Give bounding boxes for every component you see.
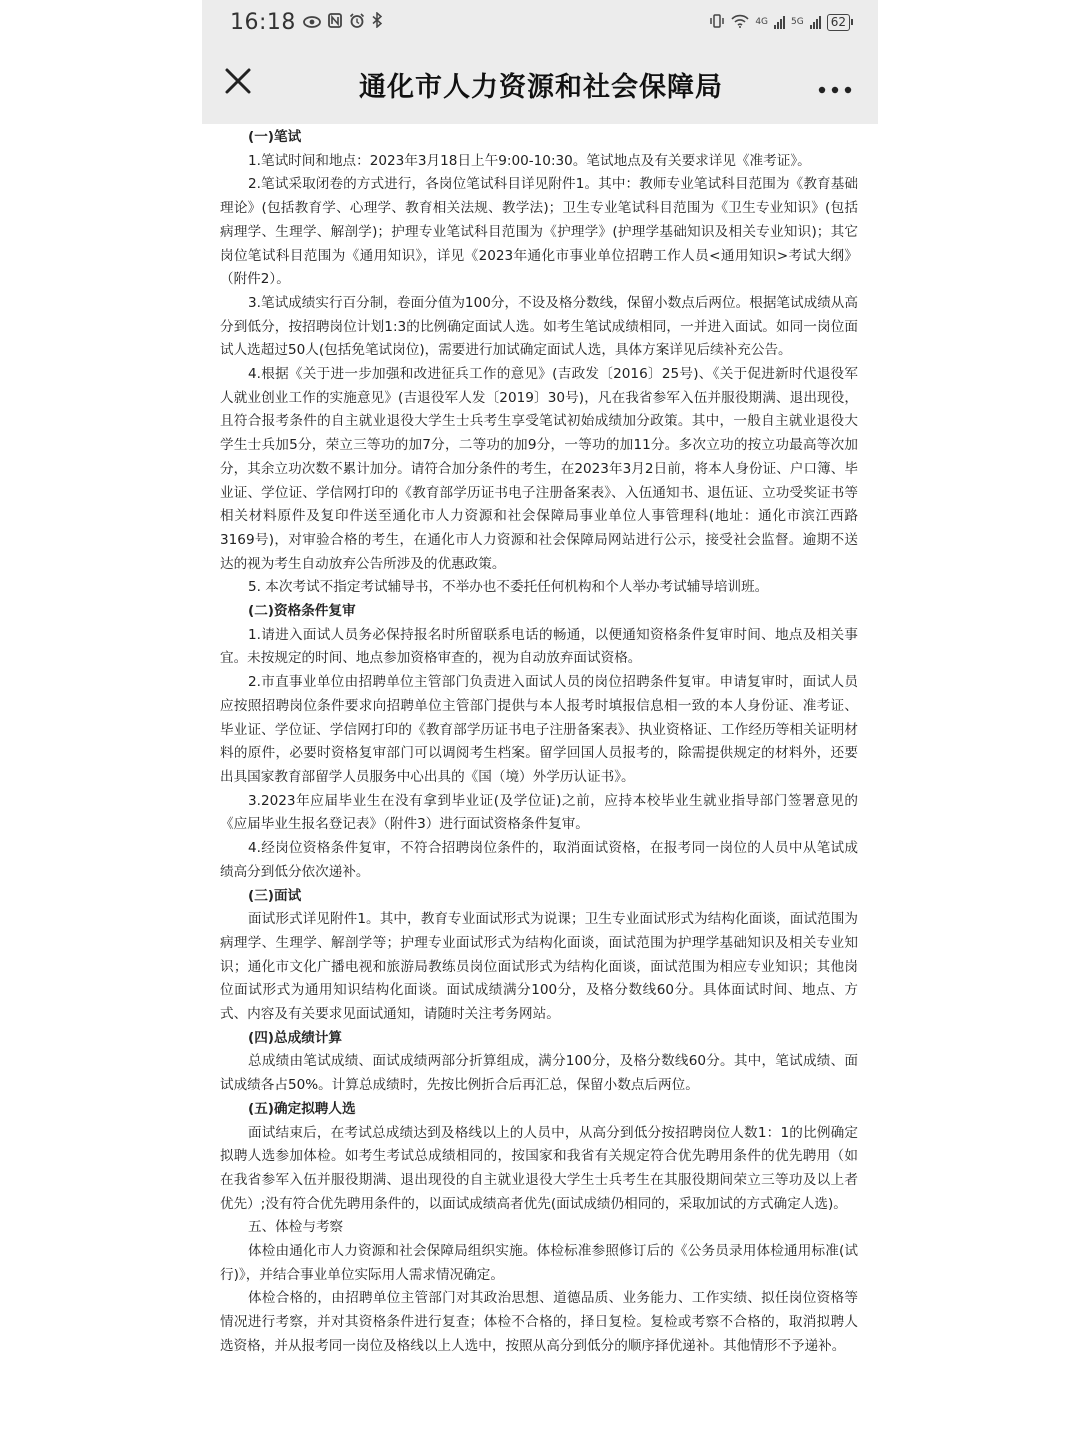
section-heading: (一)笔试 — [248, 129, 302, 145]
status-time: 16:18 — [230, 9, 296, 35]
paragraph: 体检由通化市人力资源和社会保障局组织实施。体检标准参照修订后的《公务员录用体检通用标准(试行)》，并结合事业单位实际用人需求情况确定。 — [220, 1243, 858, 1283]
section-heading: (三)面试 — [248, 887, 302, 904]
paragraph: 2.笔试采取闭卷的方式进行，各岗位笔试科目详见附件1。其中：教师专业笔试科目范围为《教育基础理论》(包括教育学、心理学、教育相关法规、教学法)；卫生专业笔试科目范围为《卫生专业知识》(包括病理学、生理学、解剖学)；护理专业笔试科目范围为《护理学》(护理学基础知识及相关专业知识)；其它岗位笔试科目范围为《通用知识》，详见《2023年通化市事业单位招聘工作人员<通用知识>考试大纲》（附件2）。 — [220, 176, 858, 288]
paragraph: 4.经岗位资格条件复审，不符合招聘岗位条件的，取消面试资格，在报考同一岗位的人员中从笔试成绩高分到低分依次递补。 — [220, 840, 858, 880]
status-bar — [202, 0, 878, 44]
article-body — [202, 124, 878, 1359]
wifi-icon — [731, 13, 749, 32]
network-label-2: 5G — [791, 17, 804, 27]
paragraph: 3.2023年应届毕业生在没有拿到毕业证(及学位证)之前，应持本校毕业生就业指导部门签署意见的《应届毕业生报名登记表》（附件3）进行面试资格条件复审。 — [220, 792, 858, 833]
page-title: 通化市人力资源和社会保障局 — [359, 71, 723, 103]
paragraph: 5. 本次考试不指定考试辅导书，不举办也不委托任何机构和个人举办考试辅导培训班。 — [248, 579, 769, 596]
vibrate-icon — [709, 13, 725, 32]
paragraph: 1.请进入面试人员务必保持报名时所留联系电话的畅通，以便通知资格条件复审时间、地点及相关事宜。未按规定的时间、地点参加资格审查的，视为自动放弃面试资格。 — [220, 626, 858, 667]
alarm-icon — [349, 13, 365, 32]
more-dots-icon — [818, 86, 852, 94]
nfc-icon — [328, 13, 342, 32]
paragraph: 4.根据《关于进一步加强和改进征兵工作的意见》(吉政发〔2016〕25号)、《关于促进新时代退役军人就业创业工作的实施意见》(吉退役军人发〔2019〕30号)，凡在我省参军入伍并服役期满、退出现役，且符合报考条件的自主就业退役大学生士兵考生享受笔试初始成绩加分政策。其中，一般自主就业退役大学生士兵加5分，荣立三等功的加7分，二等功的加9分，一等功的加11分。多次立功的按立功最高等次加分，其余立功次数不累计加分。请符合加分条件的考生，在2023年3月2日前，将本人身份证、户口簿、毕业证、学位证、学信网打印的《教育部学历证书电子注册备案表》、入伍通知书、退伍证、立功受奖证书等相关材料原件及复印件送至通化市人力资源和社会保障局事业单位人事管理科(地址：通化市滨江西路3169号)，对审验合格的考生，在通化市人力资源和社会保障局网站进行公示，接受社会监督。逾期不送达的视为考生自动放弃公告所涉及的优惠政策。 — [220, 366, 858, 572]
status-right — [709, 13, 850, 32]
phone-screen — [202, 0, 878, 1439]
signal-icon-2 — [810, 15, 821, 29]
network-label-1: 4G — [755, 17, 769, 27]
paragraph: 面试形式详见附件1。其中，教育专业面试形式为说课；卫生专业面试形式为结构化面谈，面试范围为病理学、生理学、解剖学等；护理专业面试形式为结构化面谈，面试范围为护理学基础知识及相关专业知识；通化市文化广播电视和旅游局教练员岗位面试形式为结构化面谈，面试范围为相应专业知识；其他岗位面试形式为通用知识结构化面谈。面试成绩满分100分，及格分数线60分。具体面试时间、地点、方式、内容及有关要求见面试通知，请随时关注考务网站。 — [220, 911, 858, 1023]
title-bar — [202, 44, 878, 124]
section-heading: (五)确定拟聘人选 — [248, 1100, 356, 1117]
paragraph: 体检合格的，由招聘单位主管部门对其政治思想、道德品质、业务能力、工作实绩、拟任岗位资格等情况进行考察，并对其资格条件进行复查；体检不合格的，择日复检。复检或考察不合格的，取消拟聘人选资格，并从报考同一岗位及格线以上人选中，按照从高分到低分的顺序择优递补。其他情形不予递补。 — [220, 1290, 858, 1354]
battery-icon: 62 — [827, 14, 850, 31]
close-icon — [224, 67, 252, 95]
section-heading: (二)资格条件复审 — [248, 603, 356, 620]
paragraph: 3.笔试成绩实行百分制，卷面分值为100分，不设及格分数线，保留小数点后两位。根据笔试成绩从高分到低分，按招聘岗位计划1:3的比例确定面试人选。如考生笔试成绩相同，一并进入面试。如同一岗位面试人选超过50人(包括免笔试岗位)，需要进行加试确定面试人选，具体方案详见后续补充公告。 — [220, 294, 858, 359]
paragraph: 2.市直事业单位由招聘单位主管部门负责进入面试人员的岗位招聘条件复审。申请复审时，面试人员应按照招聘岗位条件要求向招聘单位主管部门提供与本人报考时填报信息相一致的本人身份证、准考证、毕业证、学位证、学信网打印的《教育部学历证书电子注册备案表》、执业资格证、工作经历等相关证明材料的原件，必要时资格复审部门可以调阅考生档案。留学回国人员报考的，除需提供规定的材料外，还要出具国家教育部留学人员服务中心出具的《国（境）外学历认证书》。 — [220, 674, 858, 785]
close-button[interactable] — [224, 64, 264, 104]
bluetooth-icon — [372, 12, 382, 32]
paragraph: 1.笔试时间和地点：2023年3月18日上午9:00-10:30。笔试地点及有关要求详见《准考证》。 — [248, 152, 811, 169]
section-heading: (四)总成绩计算 — [248, 1029, 342, 1046]
signal-icon-1 — [774, 15, 785, 29]
paragraph: 面试结束后，在考试总成绩达到及格线以上的人员中，从高分到低分按招聘岗位人数1：1的比例确定拟聘人选参加体检。如考生考试总成绩相同的，按国家和我省有关规定符合优先聘用条件的优先聘用（如在我省参军入伍并服役期满、退出现役的自主就业退役大学生士兵考生在其服役期间荣立三等功及以上者优先）;没有符合优先聘用条件的，以面试成绩高者优先(面试成绩仍相同的，采取加试的方式确定人选)。 — [220, 1124, 858, 1212]
status-left — [230, 10, 382, 35]
eye-icon — [303, 13, 321, 32]
more-menu-button[interactable] — [818, 67, 852, 102]
section-title: 五、体检与考察 — [248, 1219, 344, 1236]
paragraph: 总成绩由笔试成绩、面试成绩两部分折算组成，满分100分，及格分数线60分。其中，笔试成绩、面试成绩各占50%。计算总成绩时，先按比例折合后再汇总，保留小数点后两位。 — [220, 1053, 858, 1094]
